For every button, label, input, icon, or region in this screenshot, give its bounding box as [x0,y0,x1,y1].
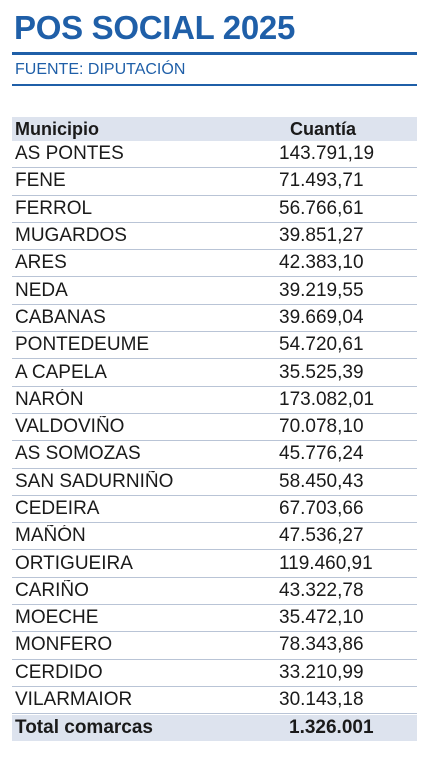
cuantia-cell: 47.536,27 [279,525,364,547]
table-row [12,196,417,223]
table-row [12,387,417,414]
column-header-municipio: Municipio [15,118,99,139]
table-row [12,141,417,168]
table-row [12,168,417,195]
table-row [12,332,417,359]
municipio-cell: FENE [15,170,66,192]
cuantia-cell: 43.322,78 [279,579,364,601]
table-header-row [12,117,417,141]
cuantia-cell: 33.210,99 [279,661,364,683]
cuantia-cell: 35.525,39 [279,361,364,383]
table-row [12,305,417,332]
cuantia-cell: 119.460,91 [279,552,373,574]
municipio-cell: MONFERO [15,634,113,656]
source-divider [12,84,417,86]
funding-table [12,117,417,741]
table-row [12,414,417,441]
municipio-cell: NEDA [15,279,68,301]
page-title: POS SOCIAL 2025 [14,9,296,46]
table-row [12,359,417,386]
municipio-cell: CEDEIRA [15,498,100,519]
cuantia-cell: 78.343,86 [279,634,364,656]
table-row [12,277,417,304]
table-row [12,441,417,468]
municipio-cell: VALDOVIÑO [15,416,125,438]
cuantia-cell: 71.493,71 [279,170,364,192]
source-caption: FUENTE: DIPUTACIÓN [15,61,186,78]
column-header-cuantia: Cuantía [290,118,357,139]
title-divider [12,52,417,55]
cuantia-cell: 42.383,10 [279,252,364,274]
cuantia-cell: 67.703,66 [279,498,364,519]
municipio-cell: A CAPELA [15,361,107,383]
municipio-cell: MOECHE [15,607,99,629]
table-row [12,660,417,687]
table-body [12,141,417,714]
table-row [12,632,417,659]
cuantia-cell: 30.143,18 [279,689,364,711]
cuantia-cell: 54.720,61 [279,334,364,356]
municipio-cell: ORTIGUEIRA [15,552,133,574]
municipio-cell: VILARMAIOR [15,689,133,711]
table-row [12,250,417,277]
cuantia-cell: 35.472,10 [279,607,364,629]
municipio-cell: AS PONTES [15,143,124,165]
infographic [12,8,417,741]
cuantia-cell: 39.219,55 [279,279,364,301]
cuantia-cell: 56.766,61 [279,197,364,219]
cuantia-cell: 58.450,43 [279,470,364,492]
total-value: 1.326.001 [289,717,374,739]
municipio-cell: AS SOMOZAS [15,443,141,465]
table-row [12,523,417,550]
total-label: Total comarcas [15,717,153,739]
table-row [12,605,417,632]
cuantia-cell: 39.851,27 [279,225,364,247]
municipio-cell: MUGARDOS [15,225,127,247]
municipio-cell: FERROL [15,197,93,219]
table-row [12,496,417,523]
cuantia-cell: 143.791,19 [279,143,375,165]
table-row [12,687,417,714]
cuantia-cell: 45.776,24 [279,443,364,465]
cuantia-cell: 39.669,04 [279,306,364,328]
municipio-cell: SAN SADURNIÑO [15,470,174,492]
municipio-cell: CERDIDO [15,661,103,683]
cuantia-cell: 70.078,10 [279,416,364,438]
municipio-cell: PONTEDEUME [15,334,150,356]
municipio-cell: ARES [15,252,67,274]
municipio-cell: NARÓN [15,388,84,410]
municipio-cell: MAÑÓN [15,525,86,547]
municipio-cell: CABANAS [15,306,106,328]
table-total-row [12,715,417,741]
municipio-cell: CARIÑO [15,579,89,601]
table-row [12,223,417,250]
table-row [12,578,417,605]
cuantia-cell: 173.082,01 [279,388,375,410]
table-row [12,469,417,496]
table-row [12,550,417,577]
